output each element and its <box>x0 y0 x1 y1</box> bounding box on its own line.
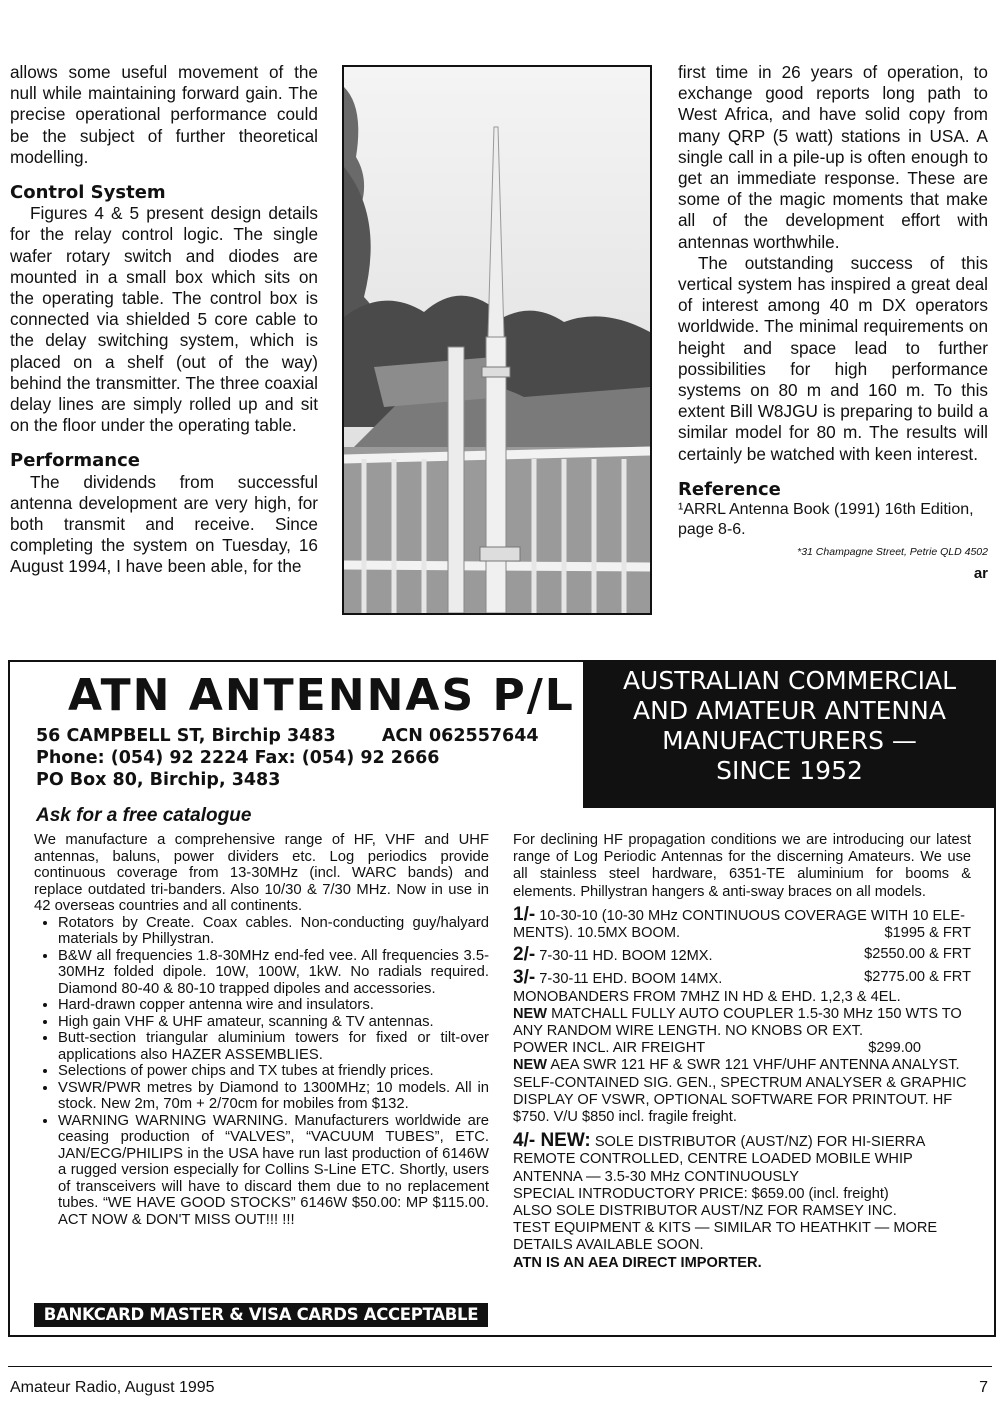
author-address: *31 Champagne Street, Petrie QLD 4502 <box>797 546 988 559</box>
footer-divider <box>8 1366 992 1367</box>
aea-item <box>513 1057 971 1126</box>
reference-item: ¹ARRL Antenna Book (1991) 16th Edition, page 8-6. <box>678 501 974 539</box>
item-description: 10-30-10 (10-30 MHz CONTINUOUS COVERAGE WITH 10 ELE- <box>539 907 966 924</box>
section-heading-control-system: Control System <box>10 182 166 204</box>
article-paragraph: first time in 26 years of operation, to exchange good reports long path to West Africa, and have solid copy from many QRP (5 watt) stations in USA. A single call in a pile-up is often enough to get an immediate response. These are some of the magic moments that make all of the development effort with antennas worthwhile. <box>678 62 988 252</box>
banner-line: AUSTRALIAN COMMERCIAL <box>622 666 957 695</box>
antenna-photo-image <box>344 67 650 613</box>
article-left-column <box>10 62 318 578</box>
item-row <box>513 925 971 942</box>
importer-text: ATN IS AN AEA DIRECT IMPORTER. <box>513 1254 762 1271</box>
power-text: POWER INCL. AIR FREIGHT <box>513 1040 706 1057</box>
banner-line: MANUFACTURERS — <box>662 726 917 755</box>
item-price: $2550.00 & FRT <box>864 946 971 963</box>
item-price: $1995 & FRT <box>884 925 971 942</box>
antenna-photo <box>342 65 652 615</box>
new-label: NEW <box>513 1057 548 1074</box>
ad-contact-block <box>36 725 539 791</box>
ad-banner <box>583 660 996 808</box>
article-paragraph: The outstanding success of this vertical system has inspired a great deal of interest among 40 m DX operators worldwide. The minimal requirements on height and space lead to further possibilities for high performance systems on 80 m and 160 m. To this extent Bill W8JGU is preparing to build a similar model for 80 m. The results will certainly be watched with keen interest. <box>678 252 988 464</box>
ad-title: ATN ANTENNAS P/L <box>68 670 575 721</box>
list-item: • Rotators by Create. Coax cables. Non-conducting guy/halyard materials by Phillystran. <box>58 915 489 948</box>
article-paragraph: allows some useful movement of the null while maintaining forward gain. The precise operational performance could be the subject of further theoretical modelling. <box>10 62 318 167</box>
product-item-1 <box>513 903 971 942</box>
test-equipment-text: TEST EQUIPMENT & KITS — SIMILAR TO HEATHKIT — MORE DETAILS AVAILABLE SOON. <box>513 1220 938 1254</box>
matchall-text: MATCHALL FULLY AUTO COUPLER 1.5-30 MHz 150 WTS TO ANY RANDOM WIRE LENGTH. NO KNOBS OR EXT. <box>513 1005 962 1040</box>
bankcard-banner: BANKCARD MASTER & VISA CARDS ACCEPTABLE <box>34 1303 488 1327</box>
atn-antennas-advertisement <box>8 660 996 1337</box>
product-item-4 <box>513 1132 971 1186</box>
list-item: • High gain VHF & UHF amateur, scanning & TV antennas. <box>58 1014 489 1031</box>
banner-line: SINCE 1952 <box>716 756 863 785</box>
ad-product-list <box>34 915 489 1229</box>
ad-po-box: PO Box 80, Birchip, 3483 <box>36 770 281 790</box>
ad-intro: We manufacture a comprehensive range of HF, VHF and UHF antennas, baluns, power dividers etc. Log periodics provide continuous coverage from 13-30MHz (incl. WARC bands) and replace outdated tri-banders. Also 10/30 & 7/30 MHz. Now in use in 42 overseas countries and all continents. <box>34 832 489 914</box>
ad-phone-fax: Phone: (054) 92 2224 Fax: (054) 92 2666 <box>36 748 440 768</box>
item-description: MENTS). 10.5MX BOOM. <box>513 925 681 942</box>
article-paragraph: The dividends from successful antenna development are very high, for both transmit and receive. Since completing the system on Tuesday, 16 August 1994, I have been able, for the <box>10 471 318 577</box>
ad-left-column <box>34 832 489 1228</box>
section-heading-reference: Reference <box>678 478 781 500</box>
list-item: • Butt-section triangular aluminium towers for fixed or tilt-over applications also HAZER ASSEMBLIES. <box>58 1030 489 1063</box>
list-item: • VSWR/PWR metres by Diamond to 1300MHz; 10 models. All in stock. New 2m, 70m + 2/70cm for mobiles from $132. <box>58 1080 489 1113</box>
power-price: $299.00 <box>868 1040 921 1057</box>
item-number: 2/- <box>513 944 536 966</box>
matchall-item <box>513 1006 971 1040</box>
ad-street-address: 56 CAMPBELL ST, Birchip 3483 <box>36 726 336 746</box>
ad-right-column <box>513 832 971 1272</box>
item-description: 7-30-11 EHD. BOOM 14MX. <box>539 971 723 988</box>
list-item: • B&W all frequencies 1.8-30MHz end-fed vee. All frequencies 3.5-30MHz folded dipole. 10W, 100W, 1kW. No radials required. Diamond 80-40 & 80-10 trapped dipoles and accessories. <box>58 948 489 998</box>
end-mark: ar <box>973 565 988 583</box>
item-number: 3/- <box>513 967 536 989</box>
section-heading-performance: Performance <box>10 450 140 472</box>
ad-acn: ACN 062557644 <box>381 726 539 746</box>
product-item-3 <box>513 969 971 988</box>
aea-text: AEA SWR 121 HF & SWR 121 VHF/UHF ANTENNA ANALYST. SELF-CONTAINED SIG. GEN., SPECTRUM ANALYSER & GRAPHIC DISPLAY OF VSWR, OPTIONAL SOFTWARE FOR PRINTOUT. HF $750. V/U $850 incl. fragile freight. <box>513 1057 967 1126</box>
banner-line: AND AMATEUR ANTENNA <box>633 696 946 725</box>
catalogue-offer: Ask for a free catalogue <box>36 805 252 826</box>
article-right-column <box>678 62 988 584</box>
item-price: $2775.00 & FRT <box>864 969 971 986</box>
item-description: SOLE DISTRIBUTOR (AUST/NZ) FOR HI-SIERRA REMOTE CONTROLLED, CENTRE LOADED MOBILE WHIP ANTENNA — 3.5-30 MHz CONTINUOUSLY <box>513 1134 925 1185</box>
ad-address-line <box>36 725 539 747</box>
power-row <box>513 1040 971 1057</box>
list-item: • Hard-drawn copper antenna wire and insulators. <box>58 997 489 1014</box>
item-number: 4/- NEW: <box>513 1130 591 1152</box>
monobanders-text: MONOBANDERS FROM 7MHZ IN HD & EHD. 1,2,3 & 4EL. <box>513 988 901 1005</box>
ad-intro: For declining HF propagation conditions we are introducing our latest range of Log Periodic Antennas for the discerning Amateurs. We use all stainless steel hardware, 6351-TE aluminium for booms & elements. Phillystran hangers & anti-sway braces on all models. <box>513 832 971 900</box>
special-price: SPECIAL INTRODUCTORY PRICE: $659.00 (incl. freight) <box>513 1185 889 1202</box>
footer-publication: Amateur Radio, August 1995 <box>10 1379 215 1396</box>
item-description: 7-30-11 HD. BOOM 12MX. <box>539 948 713 965</box>
item-number: 1/- <box>513 903 536 925</box>
new-label: NEW <box>513 1005 548 1022</box>
page-number: 7 <box>979 1379 988 1396</box>
list-item: • WARNING WARNING WARNING. Manufacturers worldwide are ceasing production of “VALVES”, “VACUUM TUBES”, ETC. JAN/ECG/PHILIPS in the USA have run last production of 6146W a rugged version especially for Collins S-Line ETC. Shortly, users of transceivers will have to discard them due to no replacement tubes. “WE HAVE GOOD STOCKS” 6146W $50.00: MP $115.00. ACT NOW & DON'T MISS OUT!!! !!! <box>58 1113 489 1229</box>
product-item-2 <box>513 946 971 965</box>
article-paragraph: Figures 4 & 5 present design details for the relay control logic. The single wafer rotary switch and diodes are mounted in a small box which sits on the operating table. The control box is connected via shielded 5 core cable to the delay switching system, which is placed on a shelf (out of the way) behind the transmitter. The three coaxial delay lines are simply rolled up and sit on the floor under the operating table. <box>10 203 318 436</box>
list-item: • Selections of power chips and TX tubes at friendly prices. <box>58 1063 489 1080</box>
ramsey-text: ALSO SOLE DISTRIBUTOR AUST/NZ FOR RAMSEY INC. <box>513 1203 897 1220</box>
